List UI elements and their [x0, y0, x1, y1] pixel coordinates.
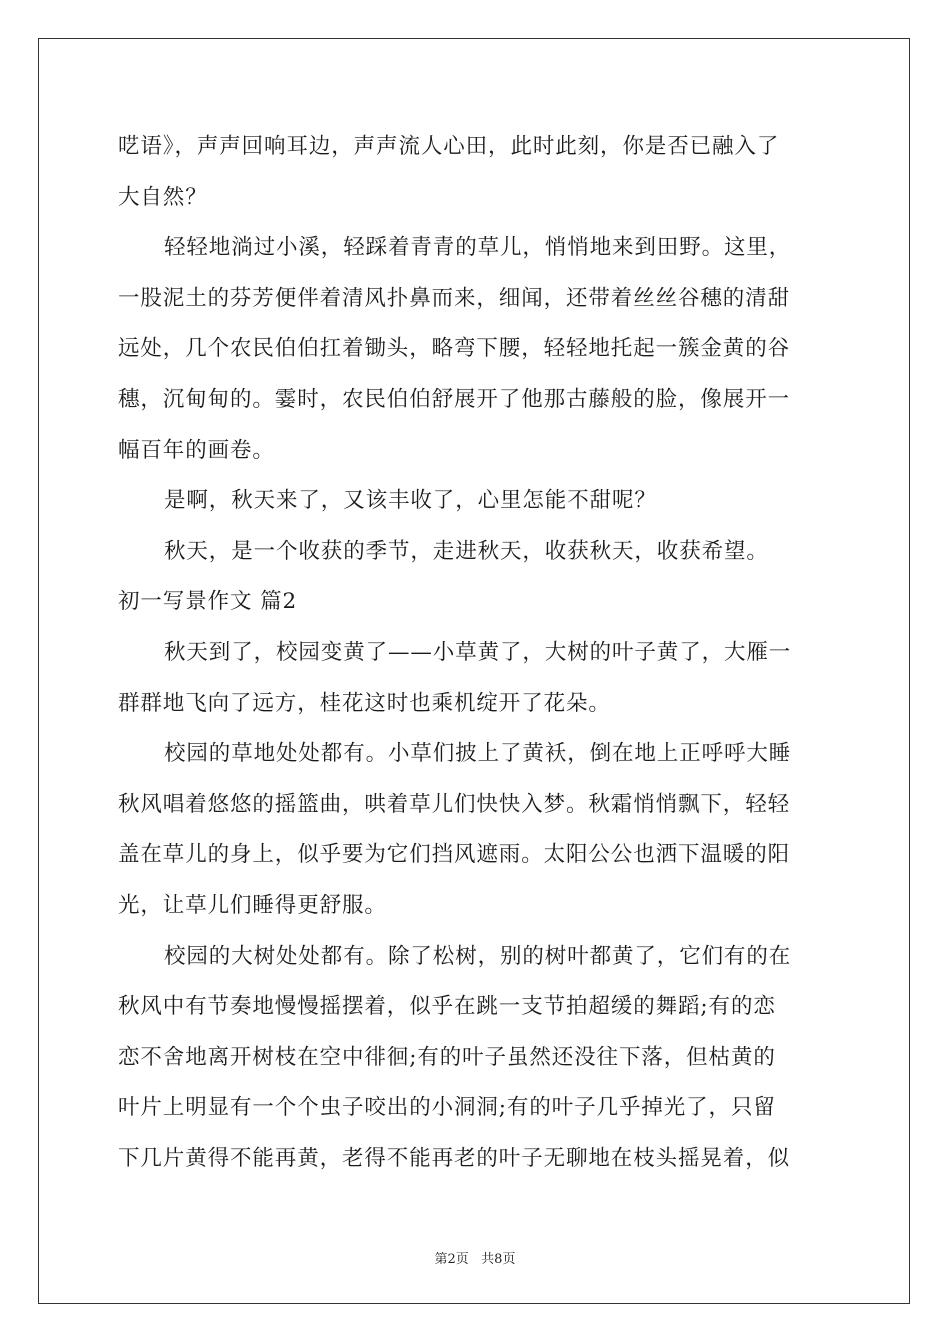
page-footer	[0, 1248, 950, 1267]
text-line: 群群地飞向了远方，桂花这时也乘机绽开了花朵。	[118, 690, 611, 716]
paragraph-start: 校园的大树处处都有。除了松树，别的树叶都黄了，它们有的在	[164, 943, 792, 969]
text-line: 幅百年的画卷。	[118, 437, 275, 463]
text-line: 下几片黄得不能再黄，老得不能再老的叶子无聊地在枝头摇晃着，似	[118, 1145, 791, 1171]
text-line: 穗，沉甸甸的。霎时，农民伯伯舒展开了他那古藤般的脸，像展开一	[118, 386, 791, 412]
paragraph-start: 轻轻地淌过小溪，轻踩着青青的草儿，悄悄地来到田野。这里，	[164, 235, 792, 261]
paragraph-start: 是啊，秋天来了，又该丰收了，心里怎能不甜呢？	[164, 488, 657, 514]
paragraph-start: 秋天，是一个收获的季节，走进秋天，收获秋天，收获希望。	[164, 538, 769, 564]
text-line: 大自然？	[118, 184, 208, 210]
text-line: 叶片上明显有一个个虫子咬出的小洞洞;有的叶子几乎掉光了，只留	[118, 1095, 776, 1121]
text-line: 光，让草儿们睡得更舒服。	[118, 892, 387, 918]
paragraph-start: 校园的草地处处都有。小草们披上了黄袄，倒在地上正呼呼大睡	[164, 741, 792, 767]
text-line: 秋风唱着悠悠的摇篮曲，哄着草儿们快快入梦。秋霜悄悄飘下，轻轻	[118, 791, 791, 817]
text-line: 恋不舍地离开树枝在空中徘徊;有的叶子虽然还没往下落，但枯黄的	[118, 1044, 776, 1070]
section-heading: 初一写景作文 篇2	[118, 589, 298, 615]
text-line: 远处，几个农民伯伯扛着锄头，略弯下腰，轻轻地托起一簇金黄的谷	[118, 336, 791, 362]
paragraph-start: 秋天到了，校园变黄了——小草黄了，大树的叶子黄了，大雁一	[164, 639, 792, 665]
page-number: 第2页 共8页	[434, 1252, 516, 1267]
text-line: 呓语》，声声回响耳边，声声流人心田，此时此刻，你是否已融入了	[118, 134, 780, 159]
text-line: 秋风中有节奏地慢慢摇摆着，似乎在跳一支节拍超缓的舞蹈;有的恋	[118, 994, 776, 1020]
text-line: 盖在草儿的身上，似乎要为它们挡风遮雨。太阳公公也洒下温暖的阳	[118, 842, 791, 868]
document-body	[118, 122, 834, 1184]
text-line: 一股泥土的芬芳便伴着清风扑鼻而来，细闻，还带着丝丝谷穗的清甜	[118, 285, 791, 311]
